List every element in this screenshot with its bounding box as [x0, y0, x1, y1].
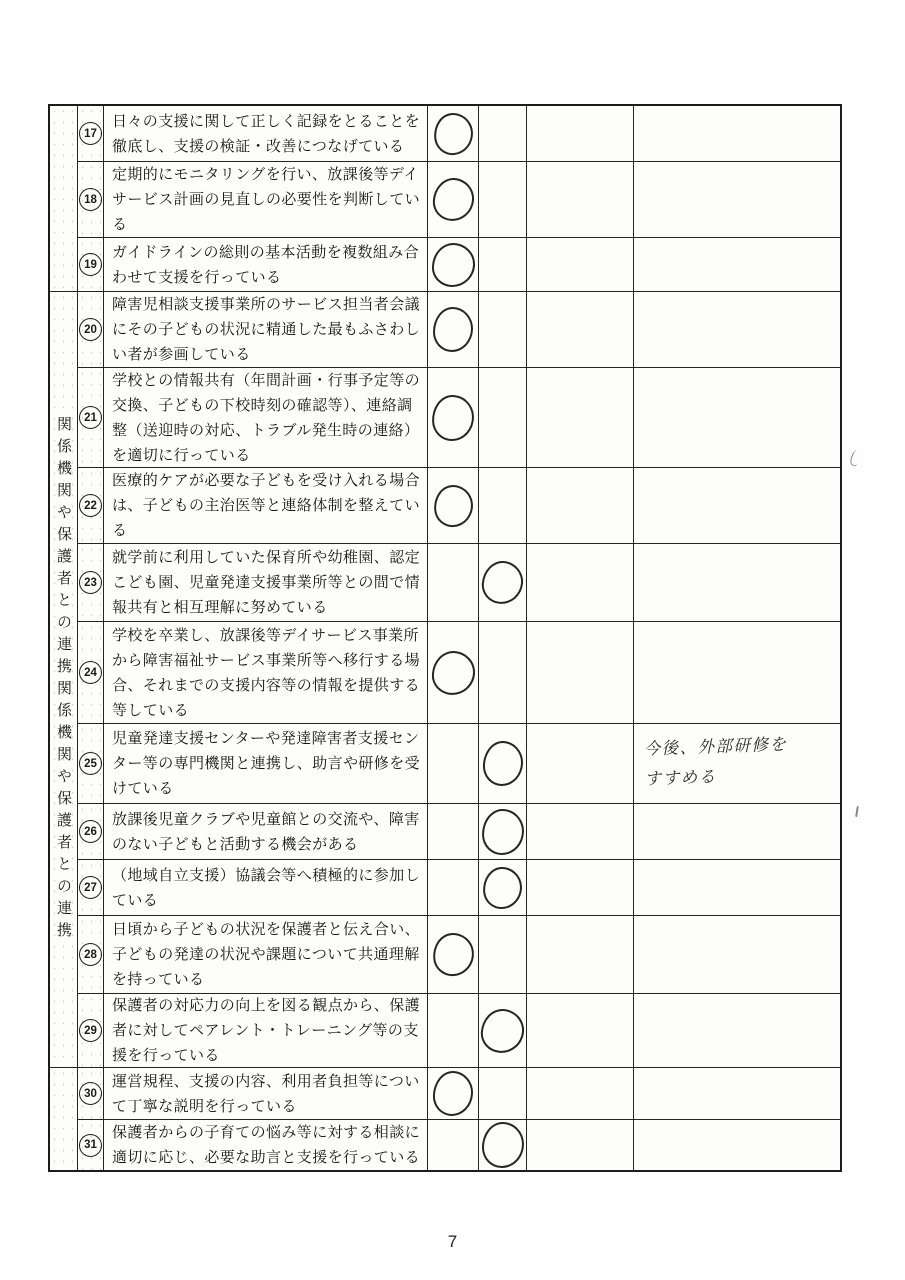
remarks-cell — [527, 162, 634, 238]
item-text-line: （地域自立支援）協議会等へ積極的に参加し — [112, 866, 421, 884]
answer-cell-2 — [479, 544, 527, 622]
item-text-line: 者に対してペアレント・トレーニング等の支 — [112, 1022, 419, 1039]
item-text-cell — [104, 238, 428, 292]
item-text-line: 徹底し、支援の検証・改善につなげている — [112, 137, 405, 155]
remarks-cell — [527, 622, 634, 724]
item-number: 21 — [79, 406, 102, 429]
answer-cell-2 — [479, 1068, 527, 1120]
notes-cell — [634, 860, 840, 916]
answer-cell-1 — [428, 1120, 479, 1170]
hand-drawn-circle-mark — [482, 741, 523, 787]
item-text-line: 学校との情報共有（年間計画・行事予定等の — [112, 371, 421, 389]
answer-cell-1 — [428, 544, 479, 622]
notes-cell — [634, 622, 840, 724]
item-text-line: 児童発達支援センターや発達障害者支援セン — [112, 730, 420, 747]
answer-cell-2 — [479, 1120, 527, 1170]
item-number-cell — [78, 544, 104, 622]
category-cell — [50, 1068, 78, 1170]
category-cell — [50, 292, 78, 1068]
answer-cell-1 — [428, 106, 479, 162]
item-number-cell — [78, 468, 104, 544]
item-text-line: ター等の専門機関と連携し、助言や研修を受 — [112, 755, 421, 772]
item-number-cell — [78, 724, 104, 804]
remarks-cell — [527, 106, 634, 162]
item-text-cell — [104, 860, 428, 916]
item-text-line: る — [112, 216, 128, 233]
remarks-cell — [527, 804, 634, 860]
item-text-line: は、子どもの主治医等と連絡体制を整えてい — [112, 497, 421, 514]
item-text-line: 運営規程、支援の内容、利用者負担等につい — [112, 1072, 420, 1090]
item-text-line: ガイドラインの総則の基本活動を複数組み合 — [112, 243, 420, 261]
remarks-cell — [527, 860, 634, 916]
remarks-cell — [527, 544, 634, 622]
answer-cell-1 — [428, 468, 479, 544]
item-text-line: 就学前に利用していた保育所や幼稚園、認定 — [112, 549, 421, 566]
item-text-line: にその子どもの状況に精通した最もふさわし — [112, 321, 421, 338]
hand-drawn-circle-mark — [430, 649, 475, 695]
remarks-cell — [527, 916, 634, 994]
item-text-cell — [104, 1120, 428, 1170]
answer-cell-1 — [428, 368, 479, 468]
item-text-cell — [104, 804, 428, 860]
item-text-line: 適切に応じ、必要な助言と支援を行っている — [112, 1149, 421, 1166]
notes-cell — [634, 916, 840, 994]
item-text-line: 交換、子どもの下校時刻の確認等）、連絡調 — [112, 396, 413, 414]
notes-cell — [634, 804, 840, 860]
hand-drawn-circle-mark — [431, 394, 475, 441]
hand-drawn-circle-mark — [480, 1007, 526, 1054]
scan-artifact — [849, 449, 861, 467]
item-text-cell — [104, 292, 428, 368]
notes-cell — [634, 162, 840, 238]
answer-cell-1 — [428, 994, 479, 1068]
answer-cell-1 — [428, 724, 479, 804]
item-number-cell — [78, 238, 104, 292]
item-number-cell — [78, 860, 104, 916]
remarks-cell — [527, 724, 634, 804]
notes-cell — [634, 1068, 840, 1120]
hand-drawn-circle-mark — [432, 483, 474, 528]
item-text-line: い者が参画している — [112, 346, 251, 363]
hand-drawn-circle-mark — [482, 1122, 524, 1168]
item-text-line: 整（送迎時の対応、トラブル発生時の連絡） — [112, 421, 420, 439]
item-number-cell — [78, 1120, 104, 1170]
answer-cell-2 — [479, 368, 527, 468]
remarks-cell — [527, 1120, 634, 1170]
item-text-cell — [104, 916, 428, 994]
item-text-line: る — [112, 522, 128, 539]
item-text-line: 放課後児童クラブや児童館との交流や、障害 — [112, 810, 420, 828]
answer-cell-2 — [479, 468, 527, 544]
item-number: 18 — [79, 188, 102, 211]
item-text-line: 日頃から子どもの状況を保護者と伝え合い、 — [112, 921, 421, 938]
hand-drawn-circle-mark — [431, 242, 476, 287]
item-text-line: 障害児相談支援事業所のサービス担当者会議 — [112, 296, 421, 313]
item-text-cell — [104, 162, 428, 238]
item-text-line: 医療的ケアが必要な子どもを受け入れる場合 — [112, 472, 421, 489]
item-number: 19 — [79, 253, 102, 276]
item-text-line: を適切に行っている — [112, 446, 251, 464]
item-number: 17 — [79, 122, 102, 145]
handwritten-note-line: すすめる — [644, 767, 718, 789]
answer-cell-1 — [428, 162, 479, 238]
hand-drawn-circle-mark — [480, 559, 525, 605]
item-text-line: 日々の支援に関して正しく記録をとることを — [112, 112, 421, 130]
item-text-line: から障害福祉サービス事業所等へ移行する場 — [112, 651, 421, 669]
answer-cell-1 — [428, 1068, 479, 1120]
hand-drawn-circle-mark — [482, 866, 523, 910]
item-text-line: けている — [112, 780, 174, 797]
notes-cell — [634, 724, 840, 804]
item-text-line: 合、それまでの支援内容等の情報を提供する — [112, 676, 421, 694]
hand-drawn-circle-mark — [432, 111, 475, 156]
item-number: 24 — [79, 661, 102, 684]
item-text-cell — [104, 622, 428, 724]
notes-cell — [634, 292, 840, 368]
item-number: 26 — [79, 820, 102, 843]
remarks-cell — [527, 238, 634, 292]
answer-cell-1 — [428, 622, 479, 724]
item-text-cell — [104, 994, 428, 1068]
item-text-cell — [104, 106, 428, 162]
answer-cell-2 — [479, 292, 527, 368]
item-number: 23 — [79, 571, 102, 594]
item-number-cell — [78, 804, 104, 860]
item-text-line: サービス計画の見直しの必要性を判断してい — [112, 191, 421, 208]
item-text-line: 報共有と相互理解に努めている — [112, 599, 328, 616]
item-text-cell — [104, 1068, 428, 1120]
notes-cell — [634, 368, 840, 468]
hand-drawn-circle-mark — [433, 307, 473, 352]
item-text-line: ている — [112, 891, 159, 909]
evaluation-checklist-table — [48, 104, 842, 1172]
item-number-cell — [78, 916, 104, 994]
remarks-cell — [527, 292, 634, 368]
item-text-cell — [104, 468, 428, 544]
hand-drawn-circle-mark — [432, 1070, 474, 1116]
answer-cell-1 — [428, 292, 479, 368]
notes-cell — [634, 468, 840, 544]
item-number: 22 — [79, 494, 102, 517]
item-number-cell — [78, 368, 104, 468]
item-number-cell — [78, 106, 104, 162]
page-number: 7 — [447, 1232, 458, 1251]
item-text-line: 援を行っている — [112, 1047, 220, 1064]
item-text-line: 保護者からの子育ての悩み等に対する相談に — [112, 1124, 421, 1141]
item-number: 28 — [79, 943, 102, 966]
item-text-cell — [104, 368, 428, 468]
item-number-cell — [78, 994, 104, 1068]
item-number-cell — [78, 622, 104, 724]
notes-cell — [634, 994, 840, 1068]
item-text-cell — [104, 544, 428, 622]
item-number: 31 — [79, 1134, 102, 1157]
handwritten-note-line: 今後、外部研修を — [643, 735, 788, 759]
remarks-cell — [527, 368, 634, 468]
answer-cell-2 — [479, 622, 527, 724]
notes-cell — [634, 544, 840, 622]
category-label: 関係機関や保護者との連携関係機関や保護者との連携 — [55, 415, 72, 944]
notes-cell — [634, 238, 840, 292]
item-number-cell — [78, 1068, 104, 1120]
answer-cell-2 — [479, 106, 527, 162]
item-number: 27 — [79, 876, 102, 899]
remarks-cell — [527, 1068, 634, 1120]
answer-cell-2 — [479, 804, 527, 860]
hand-drawn-circle-mark — [481, 808, 524, 855]
remarks-cell — [527, 468, 634, 544]
category-cell — [50, 106, 78, 292]
hand-drawn-circle-mark — [431, 931, 476, 977]
item-text-line: 学校を卒業し、放課後等デイサービス事業所 — [112, 626, 419, 644]
item-text-line: て丁寧な説明を行っている — [112, 1097, 297, 1115]
answer-cell-1 — [428, 916, 479, 994]
item-number-cell — [78, 162, 104, 238]
scan-artifact — [855, 806, 859, 817]
item-text-line: のない子どもと活動する機会がある — [112, 835, 359, 853]
item-text-line: 子どもの発達の状況や課題について共通理解 — [112, 946, 420, 963]
notes-cell — [634, 1120, 840, 1170]
answer-cell-2 — [479, 860, 527, 916]
item-number: 20 — [79, 318, 102, 341]
item-text-line: 保護者の対応力の向上を図る観点から、保護 — [112, 997, 421, 1014]
item-text-line: 等している — [112, 701, 190, 719]
answer-cell-2 — [479, 994, 527, 1068]
hand-drawn-circle-mark — [431, 177, 475, 223]
item-text-line: を持っている — [112, 971, 205, 988]
remarks-cell — [527, 994, 634, 1068]
item-number: 29 — [79, 1019, 102, 1042]
answer-cell-2 — [479, 724, 527, 804]
item-text-line: こども園、児童発達支援事業所等との間で情 — [112, 574, 421, 591]
answer-cell-1 — [428, 804, 479, 860]
answer-cell-2 — [479, 238, 527, 292]
answer-cell-1 — [428, 860, 479, 916]
answer-cell-2 — [479, 162, 527, 238]
item-text-cell — [104, 724, 428, 804]
item-number: 25 — [79, 752, 102, 775]
item-text-line: 定期的にモニタリングを行い、放課後等デイ — [112, 166, 419, 183]
answer-cell-1 — [428, 238, 479, 292]
item-text-line: わせて支援を行っている — [112, 268, 282, 286]
notes-cell — [634, 106, 840, 162]
item-number-cell — [78, 292, 104, 368]
item-number: 30 — [79, 1082, 102, 1105]
answer-cell-2 — [479, 916, 527, 994]
handwritten-note — [643, 730, 789, 795]
